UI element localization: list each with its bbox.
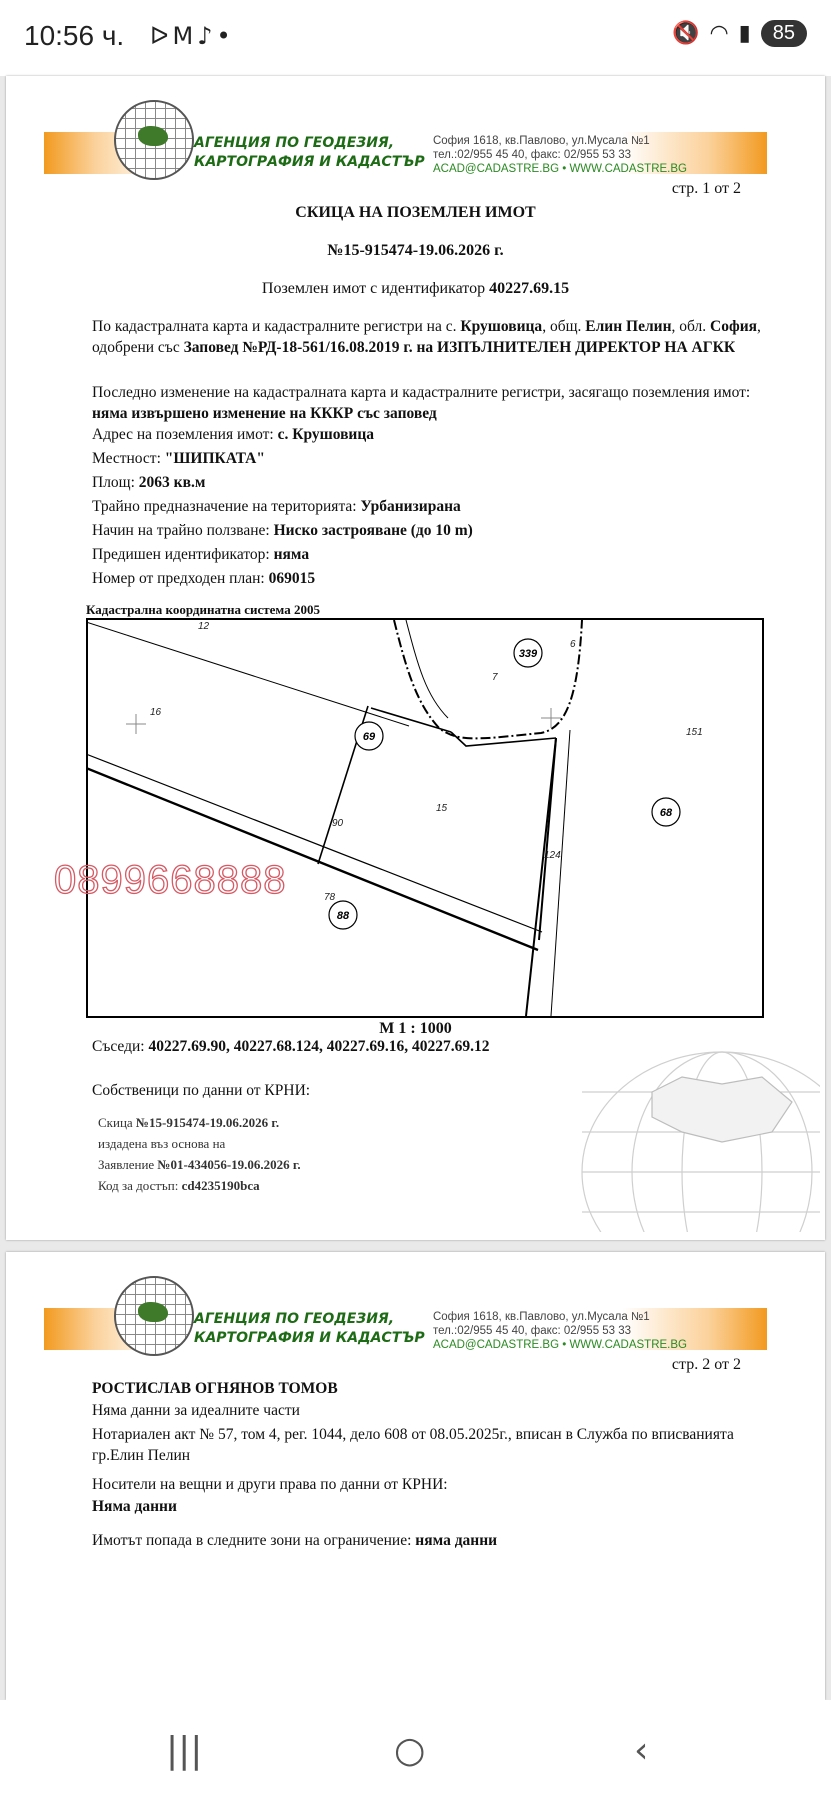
map-label-15: 15: [436, 803, 448, 814]
agency-web: ACAD@CADASTRE.BG • WWW.CADASTRE.BG: [432, 163, 687, 175]
map-label-68: 68: [659, 807, 673, 819]
letterhead: [44, 1276, 767, 1352]
status-bar: [0, 0, 831, 76]
globe-logo-icon: [114, 1276, 194, 1356]
agency-phone: тел.:02/955 45 40, факс: 02/955 53 33: [432, 149, 632, 161]
map-label-124: 124: [544, 850, 561, 861]
neighbors-line: Съседи: 40227.69.90, 40227.68.124, 40227.69.16, 40227.69.12: [92, 1038, 490, 1055]
owner-name: РОСТИСЛАВ ОГНЯНОВ ТОМОВ: [92, 1380, 338, 1397]
mute-icon: 🔇: [672, 21, 700, 46]
identifier-line: Поземлен имот с идентификатор 40227.69.15: [261, 280, 570, 297]
letterhead: [44, 100, 767, 176]
zones-line: Имотът попада в следните зони на ограничение: няма данни: [92, 1532, 498, 1549]
agency-contacts: София 1618, кв.Павлово, ул.Мусала №1 тел.:02/955 45 40, факс: 02/955 53 33 ACAD@CADASTRE.BG • WWW.CADASTRE.BG: [432, 1311, 687, 1351]
holders-value: Няма данни: [92, 1498, 177, 1515]
cadastral-map: [86, 618, 764, 1018]
gmail-icon: M: [172, 22, 198, 50]
page-number: стр. 1 от 2: [671, 180, 741, 197]
agency-name: [194, 134, 425, 172]
navigation-bar: [0, 1700, 831, 1800]
document-page-2: [6, 1252, 825, 1700]
system-icons: [672, 20, 807, 47]
clock: 10:56 ч.: [24, 20, 125, 51]
issuance-block: Скица №15-915474-19.06.2026 г. издадена въз основа на Заявление №01-434056-19.06.2026 г. Код за достъп: cd4235190bca: [98, 1115, 301, 1193]
document-number: №15-915474-19.06.2026 г.: [327, 242, 504, 259]
document-title: СКИЦА НА ПОЗЕМЛЕН ИМОТ: [295, 204, 536, 221]
ideal-parts-line: Няма данни за идеалните части: [92, 1402, 300, 1419]
notification-icons: [150, 22, 235, 50]
prev-identifier-line: Предишен идентификатор: няма: [92, 546, 310, 563]
back-button[interactable]: ‹: [634, 1730, 649, 1771]
map-scale: М 1 : 1000: [379, 1020, 452, 1037]
map-label-88: 88: [336, 910, 350, 922]
deed-paragraph: Нотариален акт № 57, том 4, рег. 1044, дело 608 от 08.05.2025г., вписан в Служба по вписванията гр.Елин Пелин: [92, 1426, 734, 1464]
map-caption: Кадастрална координатна система 2005: [86, 602, 320, 617]
address-line: Адрес на поземления имот: с. Крушовица: [92, 426, 375, 443]
usage-line: Начин на трайно ползване: Ниско застрояване (до 10 m): [92, 522, 473, 539]
property-identifier: 40227.69.15: [489, 280, 570, 297]
home-button[interactable]: ○: [394, 1730, 426, 1771]
map-label-6: 6: [570, 639, 576, 650]
globe-logo-icon: [114, 100, 194, 180]
holders-label: Носители на вещни и други права по данни от КРНИ:: [92, 1476, 448, 1493]
owners-label: Собственици по данни от КРНИ:: [92, 1082, 311, 1099]
prev-plan-line: Номер от предходен план: 069015: [92, 570, 316, 587]
document-page-1: [6, 76, 825, 1240]
map-label-151: 151: [686, 727, 703, 738]
map-label-90: 90: [332, 818, 344, 829]
agency-name: АГЕНЦИЯ ПО ГЕОДЕЗИЯ, КАРТОГРАФИЯ И КАДАСТЪР: [194, 1311, 425, 1346]
recent-apps-button[interactable]: |||: [166, 1730, 203, 1771]
tiktok-icon: ♪: [197, 22, 217, 50]
background-globe-icon: [572, 1032, 820, 1232]
signal-icon: ▮: [738, 21, 751, 46]
purpose-line: Трайно предназначение на територията: Урбанизирана: [92, 498, 461, 515]
battery-indicator: 85: [761, 20, 807, 47]
agency-line-2: КАРТОГРАФИЯ И КАДАСТЪР: [194, 154, 425, 170]
agency-address: София 1618, кв.Павлово, ул.Мусала №1: [432, 135, 650, 147]
area-line: Площ: 2063 кв.м: [92, 474, 206, 491]
map-label-69: 69: [362, 731, 376, 743]
page-number: стр. 2 от 2: [671, 1356, 741, 1373]
last-change-paragraph: Последно изменение на кадастралната карта и кадастралните регистри, засягащо поземления имот: няма извършено изменение на КККР със заповед: [92, 384, 751, 422]
dot-icon: •: [216, 22, 235, 50]
map-label-12: 12: [198, 621, 210, 632]
map-label-339: 339: [518, 648, 538, 660]
agency-line-1: АГЕНЦИЯ ПО ГЕОДЕЗИЯ,: [194, 135, 395, 151]
wifi-icon: ◠: [709, 21, 729, 46]
map-label-7: 7: [492, 672, 498, 683]
play-icon: ᐅ: [150, 22, 173, 50]
map-label-16: 16: [150, 707, 162, 718]
map-label-78: 78: [324, 892, 336, 903]
phone-watermark: 0899668888: [54, 858, 287, 902]
agency-contacts: [433, 134, 687, 176]
cadastre-basis-paragraph: По кадастралната карта и кадастралните регистри на с. Крушовица, общ. Елин Пелин, обл. София, одобрени със Заповед №РД-18-561/16.08.2019 г. на ИЗПЪЛНИТЕЛЕН ДИРЕКТОР НА АГКК: [92, 318, 761, 356]
access-code: cd4235190bca: [181, 1178, 260, 1193]
locality-line: Местност: "ШИПКАТА": [92, 450, 265, 467]
